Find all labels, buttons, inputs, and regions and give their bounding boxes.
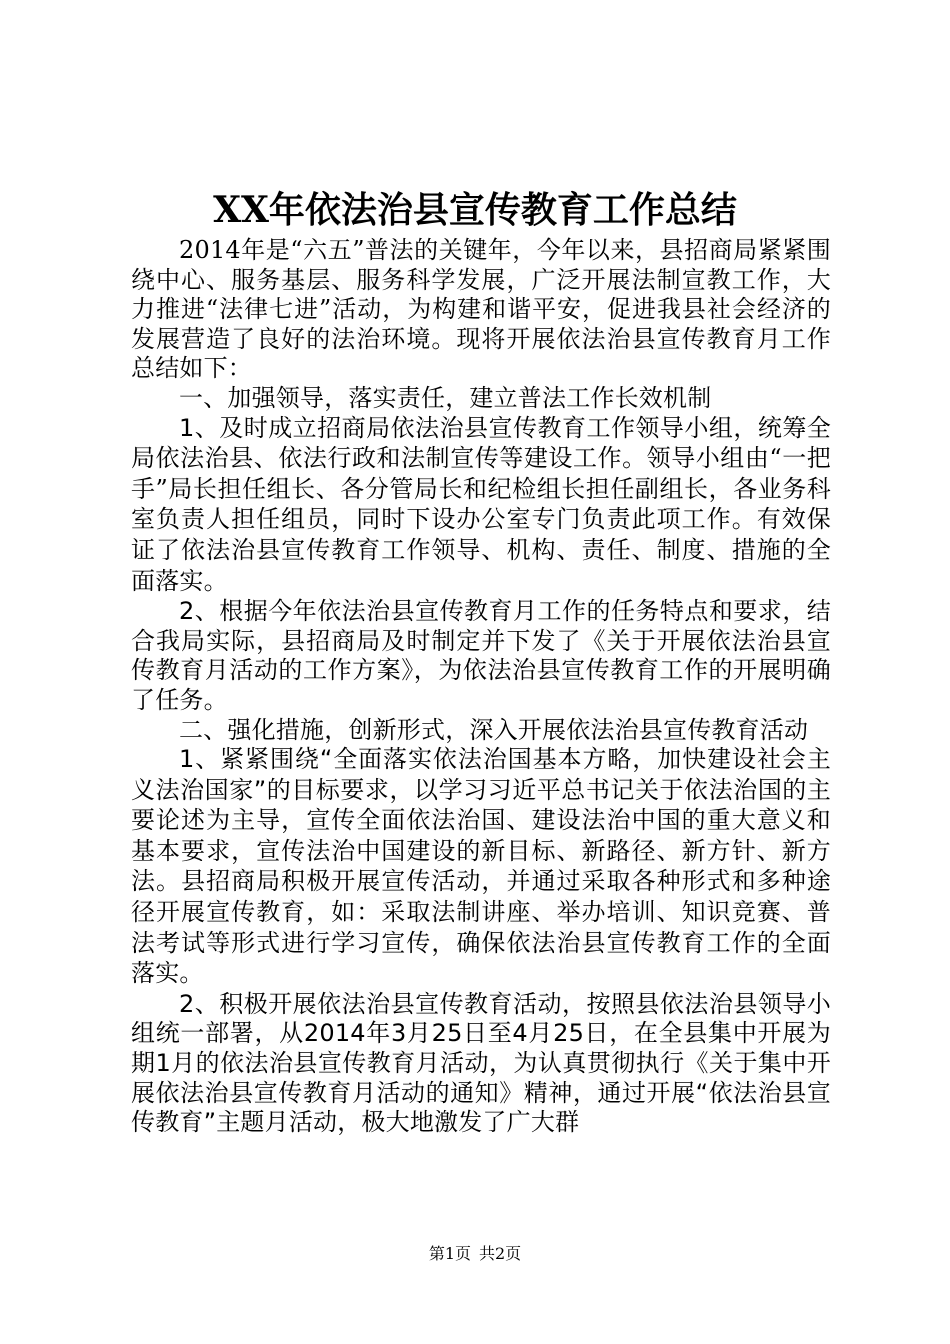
- page-number: 第1页: [428, 1244, 471, 1263]
- document-body: [131, 236, 831, 1138]
- item-2-1-lead: 1、紧紧围绕“全面落实依法治国基本方略，加快建设社会主义法治国家”的目标要求，以学习习近平总书记关于依法治国的主要论述为主导，宣传全面依法治国、建设法治中国的重大意义和基本要求，宣传法治中国建设的新目标、新路径、新方针、新方法。: [131, 745, 831, 896]
- item-2-1-paragraph: [131, 745, 831, 990]
- page-total: 共2页: [479, 1244, 522, 1263]
- section-heading-1: [131, 384, 831, 414]
- item-2-2-text: 2、积极开展依法治县宣传教育活动，按照县依法治县领导小组统一部署，从2014年3月25日至4月25日，在全县集中开展为期1月的依法治县宣传教育月活动，为认真贯彻执行《关于集中开展依法治县宣传教育月活动的通知》精神，通过开展“依法治县宣传教育”主题月活动，极大地激发了广大群: [131, 989, 831, 1137]
- item-1-1-paragraph: [131, 414, 831, 598]
- item-1-1-continuation: 领导小组由“一把手”局长担任组长、各分管局长和纪检组长担任副组长，各业务科室负责人担任组员，同时下设办公室专门负责此项工作。有效保证了依法治县宣传教育工作领导、机构、责任、制度、措施的全面落实。: [131, 444, 831, 595]
- document-title: XX年依法治县宣传教育工作总结: [213, 189, 737, 231]
- section-heading-2-text: 二、强化措施，创新形式，深入开展依法治县宣传教育活动: [179, 715, 809, 744]
- section-heading-1-text: 一、加强领导，落实责任，建立普法工作长效机制: [179, 383, 712, 412]
- item-1-1-lead: 1、及时成立招商局依法治县宣传教育工作领导小组，统筹全局依法治县、依法行政和法制宣传等建设工作。: [131, 413, 831, 473]
- intro-paragraph: [131, 236, 831, 384]
- item-2-1-continuation: 县招商局积极开展宣传活动，并通过采取各种形式和多种途径开展宣传教育，如：采取法制讲座、举办培训、知识竞赛、普法考试等形式进行学习宣传，确保依法治县宣传教育工作的全面落实。: [131, 867, 831, 988]
- item-1-2-text: 2、根据今年依法治县宣传教育月工作的任务特点和要求，结合我局实际，县招商局及时制定并下发了《关于开展依法治县宣传教育月活动的工作方案》，为依法治县宣传教育工作的开展明确了任务。: [131, 597, 831, 714]
- section-heading-2: [131, 716, 831, 746]
- page-footer: [0, 1244, 950, 1264]
- item-2-2-paragraph: [131, 990, 831, 1138]
- intro-text: 2014年是“六五”普法的关键年，今年以来，县招商局紧紧围绕中心、服务基层、服务科学发展，广泛开展法制宣教工作，大力推进“法律七进”活动，为构建和谐平安，促进我县社会经济的发展营造了良好的法治环境。现将开展依法治县宣传教育月工作总结如下：: [131, 236, 831, 383]
- item-1-2-paragraph: [131, 597, 831, 715]
